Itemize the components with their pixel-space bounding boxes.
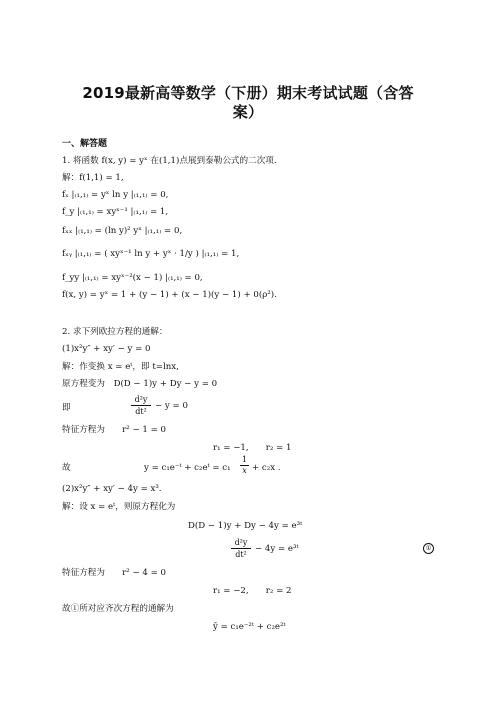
general-solution-tail: + c₂x . [252,463,281,473]
title-line-2: 案） [232,103,264,121]
solution-line: fₓ |₍₁,₁₎ = yˣ ln y |₍₁,₁₎ = 0, [62,190,169,200]
general-solution: y = c₁e⁻ᵗ + c₂eᵗ = c₁ [144,463,231,473]
solution-line: 解：f(1,1) = 1, [62,173,124,183]
subproblem-1: (1)x²y″ + xy′ − y = 0 [62,344,151,354]
solution-line: 故 [62,463,71,473]
problem-2-statement: 2. 求下列欧拉方程的通解： [62,327,168,337]
solution-line: f_y |₍₁,₁₎ = xyˣ⁻¹ |₍₁,₁₎ = 1, [62,207,169,217]
solution-line: 特征方程为 r² − 4 = 0 [62,568,166,578]
solution-line: 解：设 x = eᵗ，则原方程化为 [62,502,176,512]
fraction-numerator: 1 [241,455,248,464]
fraction-numerator: d²y [134,395,148,404]
equation-tail: − 4y = e³ᵗ [255,544,299,554]
fraction-denominator: x [242,466,247,475]
problem-1-statement: 1. 将函数 f(x, y) = yˣ 在(1,1)点展到泰勒公式的二次项. [62,156,277,166]
fraction-bar [131,405,151,406]
fraction-bar [231,548,251,549]
taylor-result: f(x, y) = yˣ = 1 + (y − 1) + (x − 1)(y − 1) + 0(ρ²). [62,290,277,300]
solution-line: 故①所对应齐次方程的通解为 [62,604,174,614]
solution-line: 特征方程为 r² − 1 = 0 [62,425,166,435]
equation-tail: − y = 0 [155,401,188,411]
title-line-1: 2019最新高等数学（下册）期末考试试题（含答 [82,84,414,102]
solution-line: 即 [62,403,71,413]
roots-line: r₁ = −1, r₂ = 1 [213,443,292,453]
roots-line: r₁ = −2, r₂ = 2 [213,586,292,596]
fraction-numerator: d²y [234,538,248,547]
section-heading: 一、解答题 [62,139,108,149]
solution-line: fₓᵧ |₍₁,₁₎ = ( xyˣ⁻¹ ln y + yˣ · 1/y ) |₍₁,₁₎ = 1, [62,249,240,259]
solution-line: fₓₓ |₍₁,₁₎ = (ln y)² yˣ |₍₁,₁₎ = 0, [62,226,183,236]
solution-line: 原方程变为 D(D − 1)y + Dy − y = 0 [62,379,218,389]
homogeneous-solution: ȳ = c₁e⁻²ᵗ + c₂e²ᵗ [213,622,286,632]
fraction-denominator: dt² [135,407,147,416]
solution-line: 解：作变换 x = eᵗ，即 t=lnx, [62,362,179,372]
solution-line: f_yy |₍₁,₁₎ = xyˣ⁻²(x − 1) |₍₁,₁₎ = 0, [62,273,203,283]
subproblem-2: (2)x²y″ + xy′ − 4y = x³. [62,484,162,494]
equation-marker: ① [423,543,434,554]
fraction-denominator: dt² [235,550,247,559]
transformed-equation: D(D − 1)y + Dy − 4y = e³ᵗ [188,521,303,531]
